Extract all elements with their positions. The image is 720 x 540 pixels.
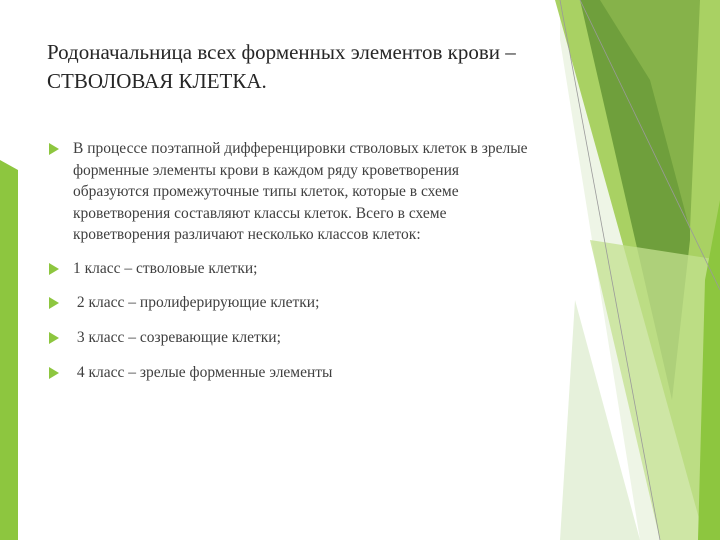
bullet-text: 3 класс – созревающие клетки; <box>73 328 281 346</box>
bullet-item <box>47 327 537 349</box>
bullet-item <box>47 362 537 384</box>
right-triangle-arrow-icon <box>49 332 59 344</box>
right-triangle-arrow-icon <box>49 367 59 379</box>
bullet-item <box>47 258 537 280</box>
bullet-text: 2 класс – пролиферирующие клетки; <box>73 294 320 311</box>
right-triangle-arrow-icon <box>49 297 59 309</box>
slide-title: Родоначальница всех форменных элементов крови – СТВОЛОВАЯ КЛЕТКА. <box>47 40 516 93</box>
bullet-item <box>47 292 537 314</box>
bullet-item <box>47 138 537 246</box>
bullet-list <box>47 138 537 384</box>
bullet-text: 1 класс – стволовые клетки; <box>73 259 258 277</box>
bullet-text: 4 класс – зрелые форменные элементы <box>73 364 333 381</box>
right-triangle-arrow-icon <box>49 143 59 155</box>
bullet-text: В процессе поэтапной дифференцировки стволовых клеток в зрелые форменные элементы крови в каждом ряду кроветворения образуются промежуточные типы клеток, которые в схеме кроветворения составляют классы клеток. Всего в схеме кроветворения различают несколько классов клеток: <box>73 140 528 243</box>
right-triangle-arrow-icon <box>49 263 59 275</box>
left-accent-bar <box>0 160 18 540</box>
